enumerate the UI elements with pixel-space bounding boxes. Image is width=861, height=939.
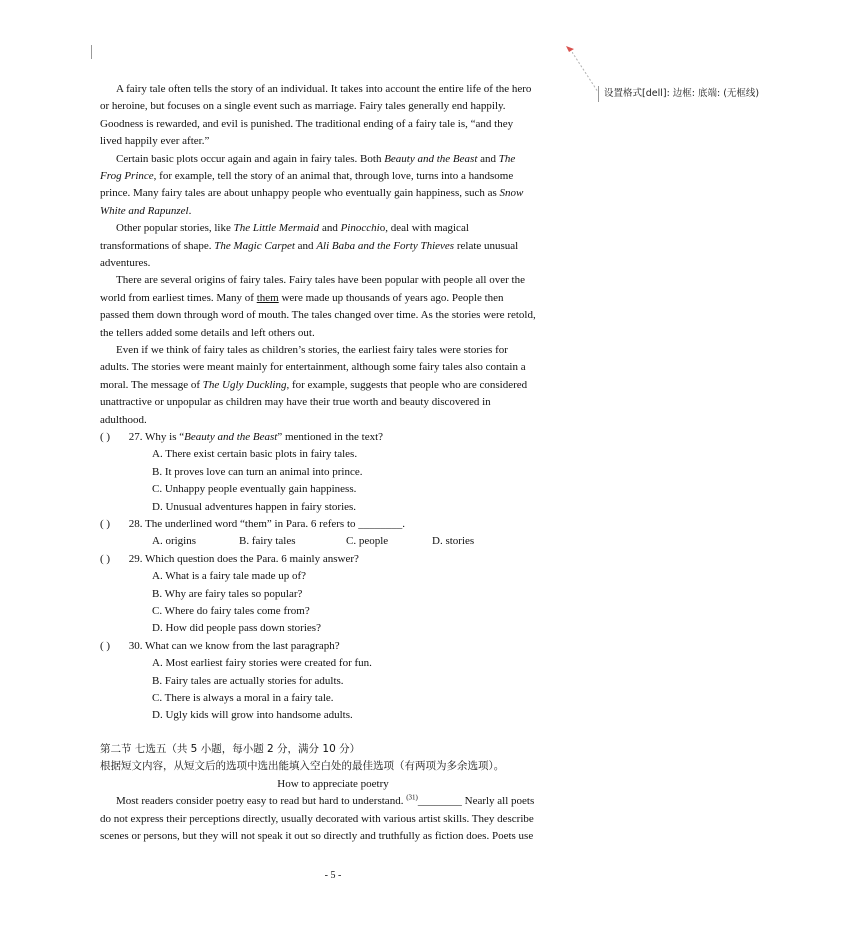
paragraph-2-line-1: Certain basic plots occur again and again in fairy tales. Both Beauty and the Beast and The [116, 152, 516, 165]
passage-line-2: do not express their perceptions directly, usually decorated with various artist skills. They describe [100, 812, 534, 825]
paragraph-1-line-1: A fairy tale often tells the story of an individual. It takes into account the entire life of the hero [116, 83, 532, 95]
passage-line-3: scenes or persons, but they will not speak it out so directly and truthfully as fiction does. Poets use [100, 830, 534, 842]
q29-option-b: B. Why are fairy tales so popular? [152, 587, 303, 600]
comment-connector [572, 52, 598, 92]
q27-option-b: B. It proves love can turn an animal into prince. [152, 465, 363, 478]
format-comment[interactable]: 设置格式[dell]: 边框: 底端: (无框线) [598, 86, 759, 102]
paragraph-3-line-3: adventures. [100, 257, 151, 269]
q28-options [152, 533, 552, 550]
question-30: ( ) 30. What can we know from the last paragraph? [100, 638, 570, 655]
blank-number: (31) [406, 793, 418, 802]
paragraph-5-line-2: adults. The stories were meant mainly for entertainment, although some fairy tales also contain a [100, 361, 526, 374]
paragraph-1-line-2: or heroine, but focuses on a single event such as marriage. Fairy tales generally end happily. [100, 100, 506, 113]
q29-option-d: D. How did people pass down stories? [152, 622, 321, 635]
q30-option-b: B. Fairy tales are actually stories for adults. [152, 674, 344, 687]
paragraph-3-line-2: transformations of shape. The Magic Carpet and Ali Baba and the Forty Thieves relate unusual [100, 239, 519, 252]
q30-option-a: A. Most earliest fairy stories were created for fun. [152, 657, 372, 670]
q29-option-c: C. Where do fairy tales come from? [152, 605, 310, 617]
paragraph-2-line-3: prince. Many fairy tales are about unhappy people who eventually gain happiness, such as Snow [100, 187, 524, 200]
answer-blank[interactable]: ( ) [100, 431, 111, 443]
paragraph-4-line-1: There are several origins of fairy tales. Fairy tales have been popular with people all over the [116, 274, 525, 287]
paragraph-3-line-1: Other popular stories, like The Little Mermaid and Pinocchio, deal with magical [116, 222, 469, 235]
paragraph-5-line-5: adulthood. [100, 413, 147, 426]
q27-option-c: C. Unhappy people eventually gain happiness. [152, 483, 357, 496]
q28-option-b: B. fairy tales [239, 535, 296, 548]
q27-option-d: D. Unusual adventures happen in fairy stories. [152, 500, 357, 513]
paragraph-4-line-3: passed them down through word of mouth. The tales changed over time. As the stories were retold, [100, 309, 536, 322]
paragraph-2-line-4: White and Rapunzel. [100, 204, 192, 217]
paragraph-5-line-3: moral. The message of The Ugly Duckling, for example, suggests that people who are considered [100, 378, 528, 391]
page-number: - 5 - [324, 870, 342, 881]
section-2-instruction: 根据短文内容，从短文后的选项中选出能填入空白处的最佳选项（有两项为多余选项）。 [100, 760, 505, 773]
q29-option-a: A. What is a fairy tale made up of? [152, 570, 307, 583]
q27-option-a: A. There exist certain basic plots in fairy tales. [152, 448, 358, 461]
q28-option-c: C. people [346, 535, 389, 548]
blank-31[interactable]: ________ Nearly all poets [417, 795, 535, 808]
question-27: ( ) 27. Why is “Beauty and the Beast” mentioned in the text? [100, 429, 570, 446]
paragraph-1-line-4: lived happily ever after.” [100, 135, 210, 148]
title-beauty-beast: Beauty and the Beast [384, 152, 478, 165]
q30-option-c: C. There is always a moral in a fairy tale. [152, 692, 334, 704]
paragraph-5-line-1: Even if we think of fairy tales as children’s stories, the earliest fairy tales were stories for [116, 344, 508, 356]
question-29: ( ) 29. Which question does the Para. 6 mainly answer? [100, 551, 570, 568]
underlined-word: them [256, 291, 279, 304]
q28-option-d: D. stories [432, 535, 475, 548]
paragraph-2-line-2: Frog Prince, for example, tell the story of an animal that, through love, turns into a handsome [100, 170, 514, 182]
answer-blank[interactable]: ( ) [100, 518, 111, 530]
answer-blank[interactable]: ( ) [100, 639, 111, 652]
title-frog-prince: Frog Prince [100, 170, 154, 182]
title-snow-white: White and Rapunzel [100, 204, 189, 217]
q28-option-a: A. origins [152, 535, 196, 548]
paragraph-4-line-4: the tellers added some details and left others out. [100, 326, 315, 339]
paragraph-5-line-4: unattractive or unpopular as children may have their true worth and beauty discovered in [100, 396, 491, 409]
passage-line-1: Most readers consider poetry easy to read but hard to understand. $^{(31)}$________ Nearly all poets [116, 793, 535, 808]
question-28: ( ) 28. The underlined word “them” in Para. 6 refers to ________. [100, 516, 570, 533]
passage-title: How to appreciate poetry [277, 777, 389, 790]
q30-option-d: D. Ugly kids will grow into handsome adults. [152, 709, 353, 722]
answer-blank[interactable]: ( ) [100, 552, 111, 565]
margin-marker [91, 45, 92, 59]
paragraph-4-line-2: world from earliest times. Many of them were made up thousands of years ago. People then [100, 291, 504, 304]
section-2-heading: 第二节 七选五（共 5 小题，每小题 2 分，满分 10 分） [100, 743, 361, 755]
paragraph-1-line-3: Goodness is rewarded, and evil is punished. The traditional ending of a fairy tale is, “and they [100, 117, 514, 130]
